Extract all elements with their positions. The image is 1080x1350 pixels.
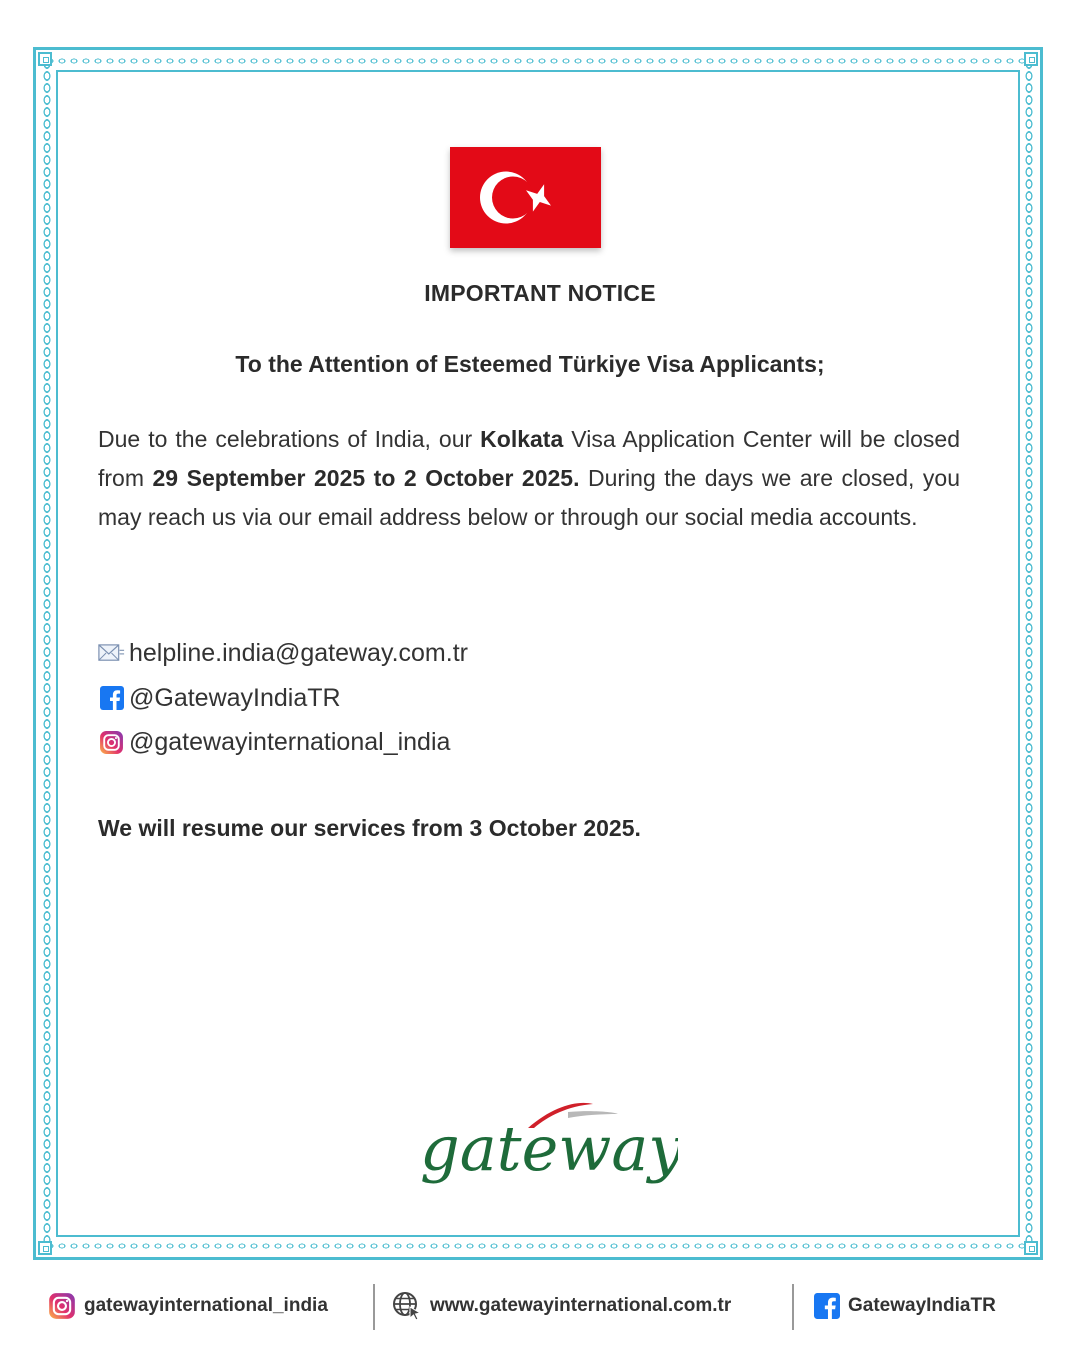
logo-wordmark: gateway [420, 1112, 678, 1185]
border-corner [38, 52, 52, 66]
footer-website-label[interactable]: www.gatewayinternational.com.tr [430, 1295, 732, 1316]
footer-divider [373, 1284, 375, 1330]
border-chain-bottom [44, 1240, 1032, 1252]
instagram-icon [48, 1292, 76, 1320]
footer-facebook[interactable] [814, 1282, 996, 1330]
border-corner [1024, 1241, 1038, 1255]
globe-icon [392, 1291, 422, 1321]
envelope-icon [98, 641, 125, 665]
contact-email[interactable] [98, 638, 468, 668]
footer-bar [0, 1282, 1080, 1332]
border-corner [1024, 52, 1038, 66]
instagram-handle[interactable]: @gatewayinternational_india [129, 727, 451, 756]
contact-instagram[interactable] [98, 727, 450, 757]
footer-website[interactable] [392, 1282, 731, 1330]
footer-divider [792, 1284, 794, 1330]
notice-salutation: To the Attention of Esteemed Türkiye Visa Applicants; [235, 351, 825, 377]
instagram-icon [98, 730, 125, 754]
notice-title: IMPORTANT NOTICE [424, 280, 656, 306]
border-chain-left [41, 58, 53, 1249]
city-name: Kolkata [480, 426, 564, 452]
facebook-icon [98, 686, 125, 710]
facebook-handle[interactable]: @GatewayIndiaTR [129, 683, 341, 712]
resume-notice: We will resume our services from 3 October 2025. [98, 815, 641, 841]
closure-dates: 29 September 2025 to 2 October 2025. [152, 465, 580, 491]
turkey-flag-image [450, 147, 601, 248]
footer-instagram-label[interactable]: gatewayinternational_india [84, 1295, 328, 1316]
footer-facebook-label[interactable]: GatewayIndiaTR [848, 1295, 996, 1316]
email-address[interactable]: helpline.india@gateway.com.tr [129, 638, 468, 667]
contact-facebook[interactable] [98, 683, 341, 713]
border-chain-right [1023, 58, 1035, 1249]
border-chain-top [44, 55, 1032, 67]
facebook-icon [814, 1293, 840, 1319]
notice-paragraph: Due to the celebrations of India, our Kolkata Visa Application Center will be closed from 29 September 2025 to 2 October 2025. During the days we are closed, you may reach us via our email address below or through our social media accounts. [98, 426, 960, 530]
border-corner [38, 1241, 52, 1255]
gateway-logo [418, 1098, 678, 1188]
footer-instagram[interactable] [48, 1282, 328, 1330]
